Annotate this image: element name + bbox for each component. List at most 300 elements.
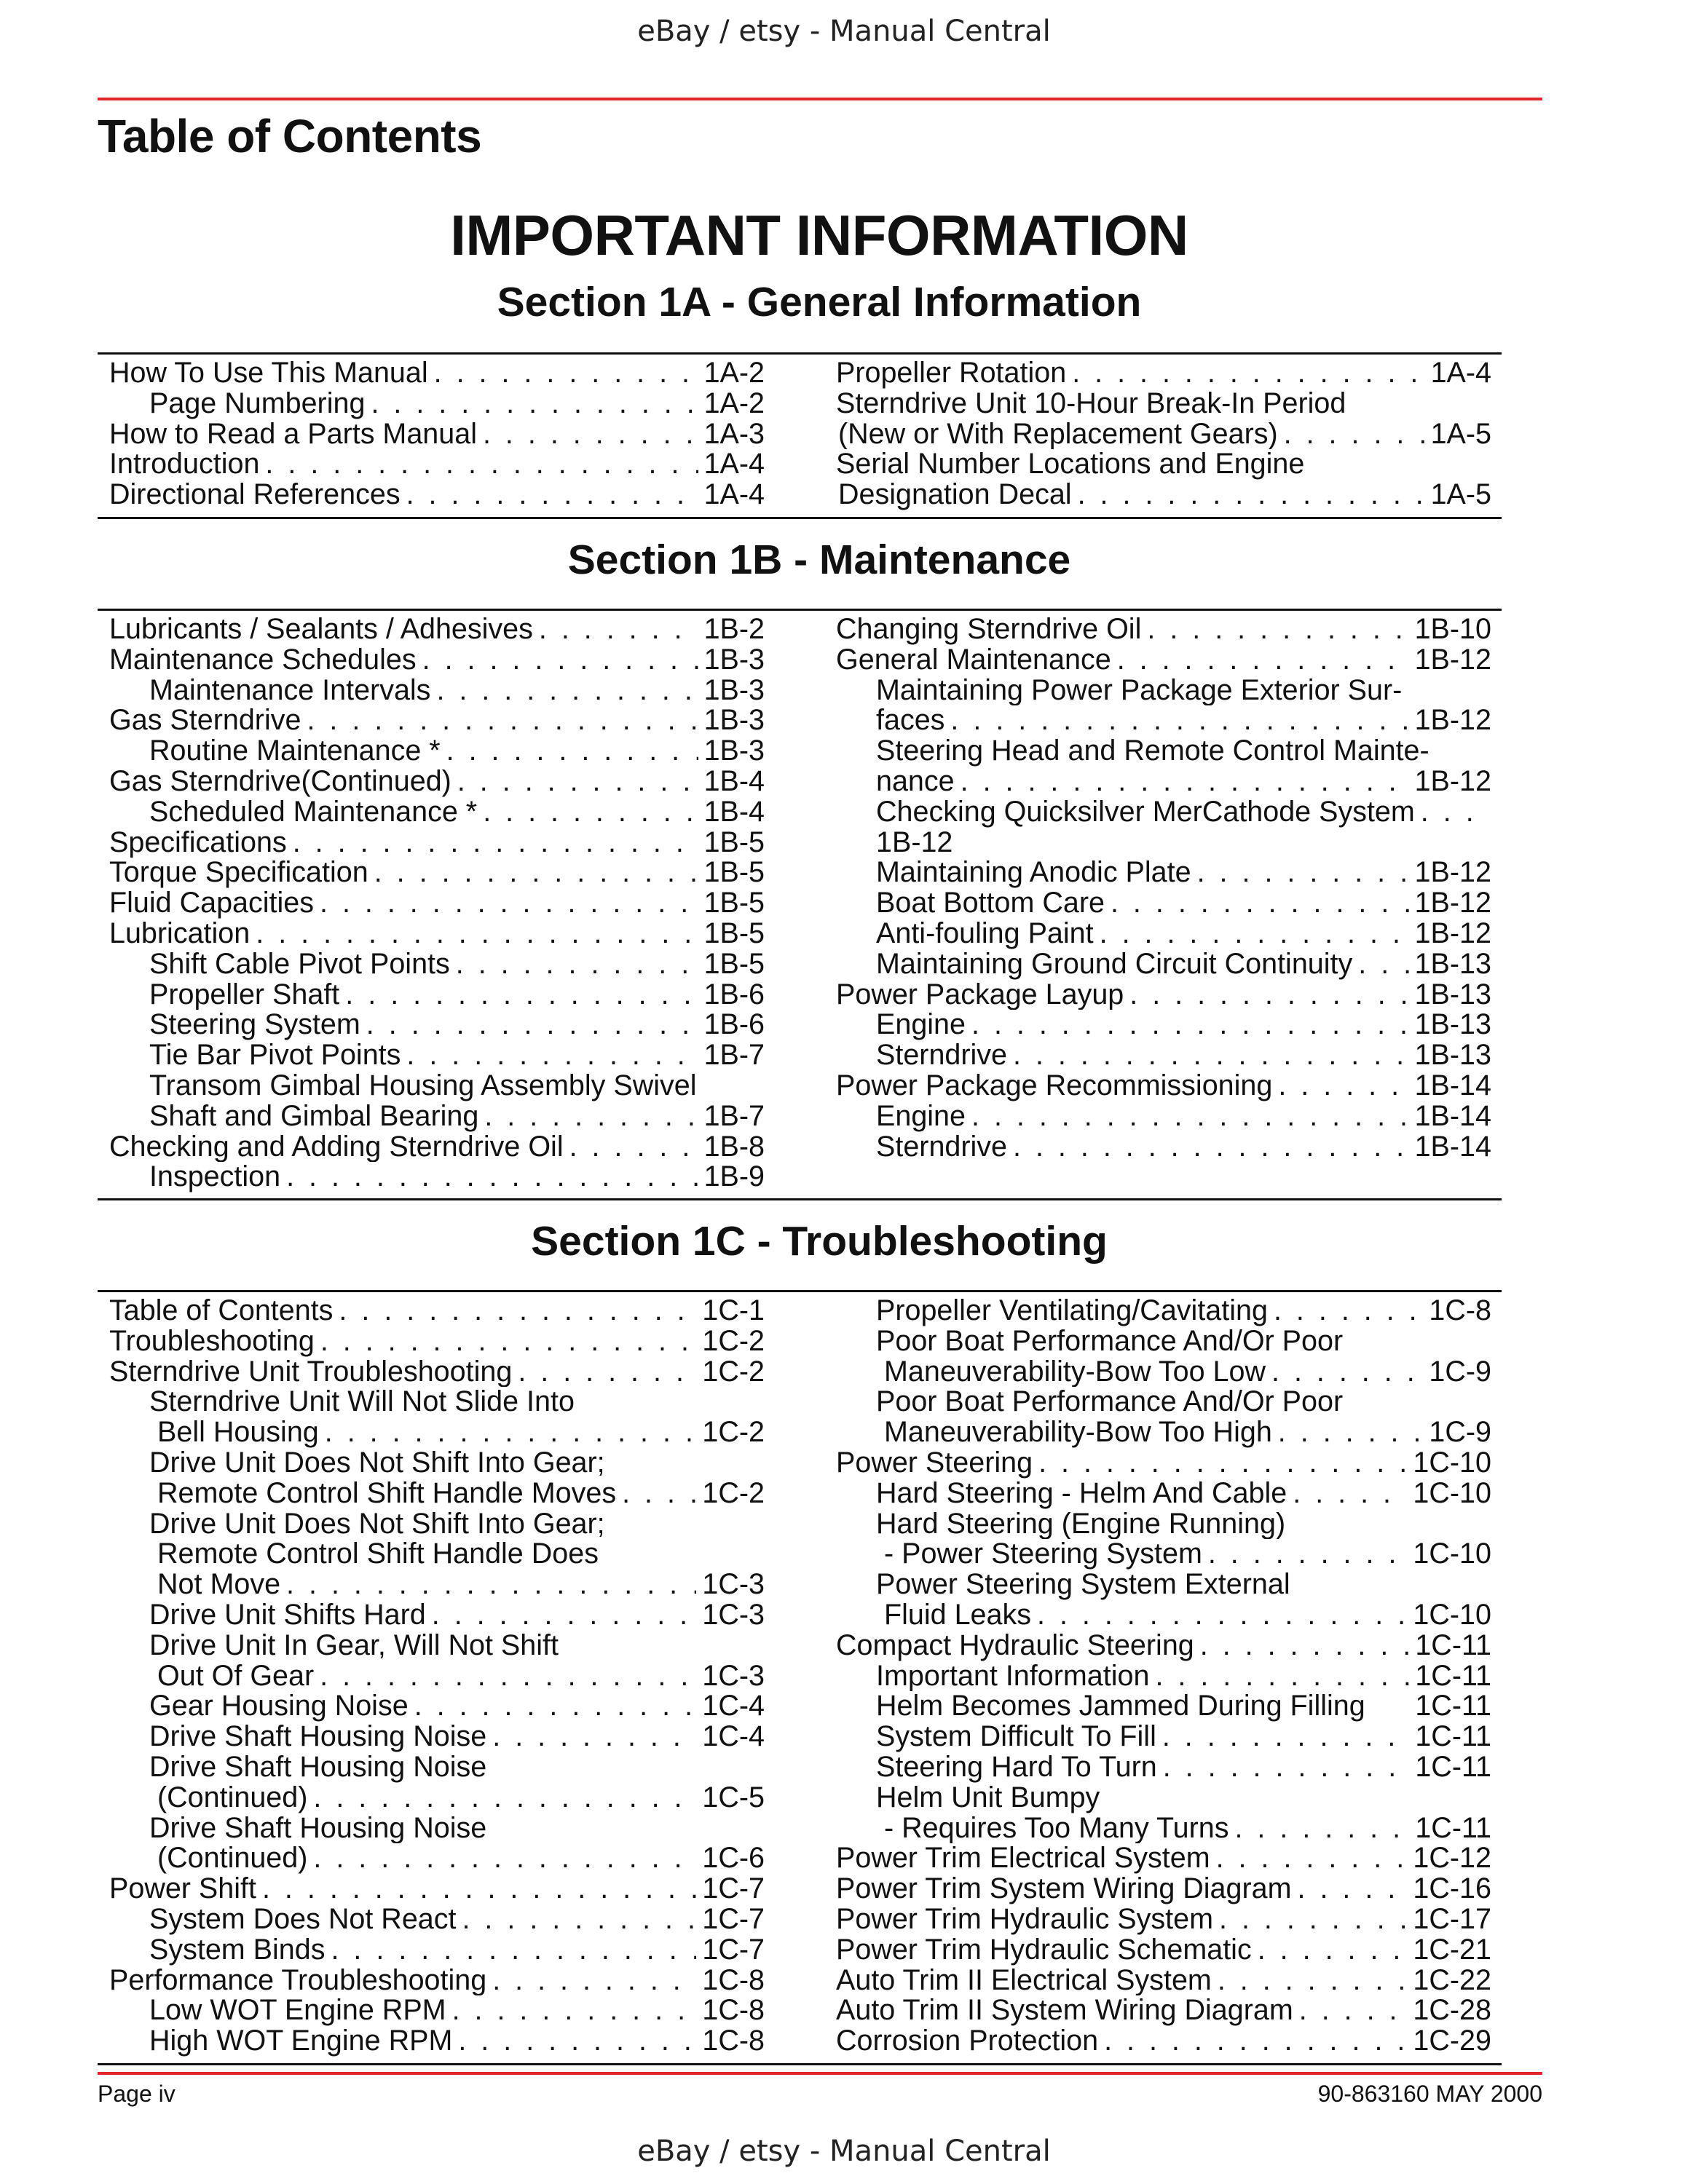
- toc-entry-page: 1B-10: [1414, 614, 1491, 645]
- toc-entry-title: Shaft and Gimbal Bearing: [149, 1101, 479, 1132]
- toc-entry-title: nance: [876, 766, 955, 797]
- toc-entry-title: Steering System: [149, 1010, 360, 1041]
- toc-entry: [836, 389, 1491, 419]
- toc-entry: [836, 797, 1491, 828]
- toc-entry-title: Maintaining Anodic Plate: [876, 858, 1191, 889]
- dot-leader: [1284, 419, 1425, 450]
- toc-entry-title: System Binds: [149, 1934, 326, 1966]
- toc-entry: [836, 1539, 1491, 1570]
- toc-entry-title: Engine: [876, 1101, 966, 1132]
- toc-entry: [109, 1935, 765, 1966]
- section-1a-title: Section 1A - General Information: [497, 279, 1142, 325]
- toc-entry: [836, 419, 1491, 450]
- toc-entry-title: Engine: [876, 1010, 966, 1041]
- toc-entry-title: Transom Gimbal Housing Assembly Swivel: [149, 1070, 697, 1101]
- dot-leader: [961, 767, 1409, 797]
- toc-entry: [836, 858, 1491, 888]
- toc-entry-title: Drive Shaft Housing Noise: [149, 1722, 487, 1752]
- toc-entry-title: Directional References: [109, 480, 401, 510]
- toc-entry-page: 1C-10: [1413, 1539, 1491, 1570]
- toc-entry: [109, 949, 765, 980]
- toc-entry-title: Remote Control Shift Handle Moves: [157, 1478, 617, 1509]
- section-1c-left-column: [109, 1296, 765, 2057]
- toc-entry-page: 1C-2: [702, 1417, 765, 1448]
- toc-entry-page: 1B-6: [703, 1010, 765, 1041]
- toc-entry: [109, 449, 765, 480]
- dot-leader: [446, 736, 698, 767]
- toc-entry: [836, 1843, 1491, 1874]
- section-1b-right-column: [836, 614, 1491, 1162]
- dot-leader: [1129, 980, 1408, 1010]
- dot-leader: [1218, 1966, 1408, 1996]
- toc-entry-title: - Power Steering System: [884, 1539, 1202, 1570]
- toc-entry: [109, 919, 765, 949]
- dot-leader: [456, 949, 698, 980]
- dot-leader: [1013, 1132, 1409, 1163]
- toc-entry-page: 1A-5: [1430, 480, 1491, 510]
- section-1a-left-column: [109, 358, 765, 510]
- dot-leader: [1104, 2026, 1407, 2057]
- toc-entry-title: Page Numbering: [149, 388, 366, 419]
- toc-entry: [109, 1813, 765, 1844]
- dot-leader: [1274, 1296, 1423, 1326]
- toc-entry-title: Routine Maintenance *: [149, 736, 441, 767]
- toc-entry-title: Bell Housing: [157, 1417, 319, 1448]
- dot-leader: [1111, 888, 1409, 919]
- toc-entry: [836, 358, 1491, 389]
- toc-entry-page: 1C-10: [1413, 1478, 1491, 1509]
- toc-entry: [109, 1387, 765, 1417]
- toc-entry: [836, 1874, 1491, 1904]
- toc-entry: [109, 767, 765, 797]
- section-1b-left-column: [109, 614, 765, 1192]
- toc-entry-title: Gas Sterndrive: [109, 705, 301, 737]
- page-number: Page iv: [98, 2081, 175, 2107]
- dot-leader: [345, 980, 698, 1010]
- toc-entry-title: - Requires Too Many Turns: [884, 1813, 1229, 1844]
- toc-entry-title: Out Of Gear: [157, 1661, 315, 1692]
- dot-leader: [313, 1843, 696, 1874]
- toc-entry: [109, 1874, 765, 1904]
- toc-entry: [836, 1661, 1491, 1692]
- toc-entry-title: Drive Unit In Gear, Will Not Shift: [149, 1630, 559, 1661]
- toc-entry-title: Maintenance Schedules: [109, 644, 417, 676]
- toc-entry: [836, 1387, 1491, 1417]
- toc-entry-page: 1B-8: [703, 1131, 765, 1163]
- dot-leader: [492, 1722, 696, 1752]
- document-reference: 90-863160 MAY 2000: [1317, 2081, 1542, 2107]
- toc-entry-page: 1B-13: [1414, 1010, 1491, 1041]
- toc-entry-page: 1B-14: [1414, 1131, 1491, 1163]
- dot-leader: [1037, 1600, 1407, 1631]
- toc-entry: [836, 1813, 1491, 1844]
- toc-entry-page: 1C-7: [702, 1904, 765, 1935]
- toc-entry-page: 1C-3: [702, 1661, 765, 1692]
- toc-entry-title: Corrosion Protection: [836, 2026, 1099, 2057]
- toc-entry-page: 1A-5: [1430, 419, 1491, 450]
- toc-entry-title: Remote Control Shift Handle Does: [157, 1539, 599, 1570]
- toc-entry: [836, 1904, 1491, 1935]
- toc-entry: [109, 1479, 765, 1509]
- toc-entry-title: Maintenance Intervals: [149, 675, 431, 706]
- toc-entry-page: 1C-11: [1415, 1752, 1491, 1783]
- toc-entry: [836, 1752, 1491, 1783]
- dot-leader: [457, 767, 698, 797]
- dot-leader: [1155, 1661, 1409, 1692]
- dot-leader: [286, 1162, 698, 1192]
- dot-leader: [325, 1417, 697, 1448]
- toc-entry: [109, 980, 765, 1010]
- toc-entry: [109, 419, 765, 450]
- toc-entry-page: 1C-4: [702, 1691, 765, 1722]
- watermark-bottom: eBay / etsy - Manual Central: [637, 2134, 1051, 2168]
- toc-entry-page: 1C-17: [1413, 1904, 1491, 1935]
- toc-entry-title: Specifications: [109, 827, 287, 858]
- toc-entry-page: 1B-13: [1414, 1040, 1491, 1071]
- toc-entry: [836, 1600, 1491, 1631]
- toc-entry-title: Poor Boat Performance And/Or Poor: [876, 1326, 1344, 1357]
- toc-entry: [836, 705, 1491, 736]
- dot-leader: [414, 1691, 697, 1722]
- section-1a-top-rule: [98, 352, 1502, 355]
- dot-leader: [971, 1010, 1409, 1040]
- toc-entry-page: 1A-3: [703, 419, 765, 450]
- header-rule: [98, 98, 1542, 100]
- toc-entry-page: 1A-4: [703, 480, 765, 510]
- toc-entry: [836, 888, 1491, 919]
- toc-entry: [836, 676, 1491, 706]
- dot-leader: [462, 1904, 696, 1935]
- dot-leader: [1421, 797, 1486, 828]
- dot-leader: [320, 1326, 697, 1357]
- toc-entry: [109, 480, 765, 510]
- toc-entry-page: 1C-1: [702, 1296, 765, 1326]
- dot-leader: [293, 828, 698, 858]
- toc-entry: [109, 2026, 765, 2057]
- dot-leader: [256, 919, 698, 949]
- toc-entry-page: 1C-7: [702, 1934, 765, 1966]
- toc-entry-title: Designation Decal: [838, 480, 1072, 510]
- toc-entry-title: Helm Becomes Jammed During Filling: [876, 1691, 1365, 1722]
- toc-entry: [836, 767, 1491, 797]
- toc-entry-page: 1C-8: [702, 2026, 765, 2057]
- dot-leader: [518, 1357, 696, 1388]
- dot-leader: [422, 645, 698, 676]
- toc-entry: [109, 705, 765, 736]
- toc-entry-title: 1B-12: [876, 827, 953, 858]
- toc-entry-title: Sterndrive Unit 10-Hour Break-In Period: [836, 388, 1346, 419]
- toc-entry-page: 1C-4: [702, 1722, 765, 1752]
- toc-entry-page: 1B-12: [1414, 766, 1491, 797]
- toc-entry-page: 1C-11: [1415, 1813, 1491, 1844]
- toc-entry: [109, 1040, 765, 1071]
- toc-entry-page: 1C-2: [702, 1356, 765, 1388]
- toc-entry-page: 1B-5: [703, 888, 765, 919]
- toc-entry-title: Power Package Recommissioning: [836, 1070, 1273, 1101]
- toc-entry-title: Changing Sterndrive Oil: [836, 614, 1142, 645]
- dot-leader: [483, 797, 698, 828]
- toc-entry-title: Power Shift: [109, 1874, 256, 1904]
- toc-entry: [109, 645, 765, 676]
- toc-entry-title: Gear Housing Noise: [149, 1691, 409, 1722]
- section-1a-right-column: [836, 358, 1491, 510]
- toc-entry-page: 1B-5: [703, 918, 765, 949]
- section-1c-top-rule: [98, 1290, 1502, 1292]
- toc-entry-title: (Continued): [157, 1843, 308, 1875]
- toc-entry: [109, 1600, 765, 1631]
- dot-leader: [366, 1010, 698, 1040]
- toc-entry-title: Shift Cable Pivot Points: [149, 949, 450, 980]
- toc-entry-title: Gas Sterndrive(Continued): [109, 766, 451, 797]
- toc-entry-page: 1B-12: [1414, 644, 1491, 676]
- watermark-top: eBay / etsy - Manual Central: [637, 15, 1051, 48]
- toc-entry-title: Inspection: [149, 1162, 281, 1193]
- dot-leader: [339, 1296, 696, 1326]
- toc-entry-page: 1B-12: [1414, 705, 1491, 737]
- dot-leader: [1299, 1995, 1408, 2026]
- toc-entry: [109, 1691, 765, 1722]
- toc-entry: [109, 1904, 765, 1935]
- section-1b-title: Section 1B - Maintenance: [567, 537, 1071, 583]
- toc-entry-title: Fluid Capacities: [109, 888, 315, 919]
- toc-entry: [109, 1631, 765, 1661]
- toc-entry: [109, 736, 765, 767]
- dot-leader: [1038, 1448, 1407, 1479]
- toc-entry-page: 1A-4: [703, 449, 765, 480]
- toc-entry-title: Auto Trim II Electrical System: [836, 1965, 1212, 1996]
- dot-leader: [1208, 1539, 1408, 1570]
- dot-leader: [313, 1783, 696, 1813]
- toc-entry: [836, 614, 1491, 645]
- dot-leader: [622, 1479, 696, 1509]
- toc-entry-page: 1B-13: [1414, 949, 1491, 980]
- toc-entry-page: 1C-5: [702, 1782, 765, 1813]
- dot-leader: [1147, 614, 1408, 645]
- toc-entry: [836, 1448, 1491, 1479]
- toc-entry-page: 1B-3: [703, 736, 765, 767]
- toc-entry-page: 1A-2: [703, 388, 765, 419]
- toc-entry-page: 1B-3: [703, 705, 765, 737]
- toc-entry-title: Propeller Shaft: [149, 979, 340, 1010]
- toc-entry: [109, 1357, 765, 1388]
- toc-entry: [836, 1040, 1491, 1071]
- toc-entry-title: Power Trim Hydraulic System: [836, 1904, 1213, 1935]
- toc-entry: [109, 614, 765, 645]
- toc-entry: [836, 949, 1491, 980]
- toc-entry-page: 1C-3: [702, 1570, 765, 1600]
- dot-leader: [1358, 949, 1408, 980]
- toc-entry-title: General Maintenance: [836, 644, 1111, 676]
- toc-entry-page: 1C-3: [702, 1599, 765, 1631]
- toc-entry-title: Drive Unit Does Not Shift Into Gear;: [149, 1447, 605, 1479]
- dot-leader: [1200, 1631, 1410, 1661]
- dot-leader: [483, 419, 698, 450]
- toc-entry-page: 1B-12: [1414, 918, 1491, 949]
- toc-entry-page: 1B-6: [703, 979, 765, 1010]
- toc-entry-title: Checking Quicksilver MerCathode System: [876, 796, 1415, 828]
- toc-entry: [109, 1417, 765, 1448]
- toc-entry-page: 1B-4: [703, 796, 765, 828]
- toc-entry: [836, 480, 1491, 510]
- dot-leader: [331, 1935, 696, 1966]
- toc-entry: [836, 1722, 1491, 1752]
- toc-entry-page: 1B-5: [703, 949, 765, 980]
- toc-entry-page: 1B-3: [703, 644, 765, 676]
- dot-leader: [307, 705, 698, 736]
- toc-entry: [109, 1509, 765, 1540]
- toc-entry-title: Sterndrive Unit Will Not Slide Into: [149, 1387, 575, 1418]
- toc-entry: [109, 1995, 765, 2026]
- toc-entry-title: Torque Specification: [109, 858, 368, 889]
- toc-entry: [109, 1783, 765, 1813]
- toc-entry: [109, 1326, 765, 1357]
- toc-entry-title: Sterndrive Unit Troubleshooting: [109, 1356, 513, 1388]
- dot-leader: [1072, 358, 1424, 389]
- dot-leader: [1117, 645, 1409, 676]
- toc-entry-page: 1C-11: [1415, 1722, 1491, 1752]
- toc-entry: [836, 1631, 1491, 1661]
- toc-entry-page: 1C-2: [702, 1326, 765, 1357]
- dot-leader: [1216, 1843, 1408, 1874]
- toc-entry-title: Power Package Layup: [836, 979, 1124, 1010]
- toc-entry: [109, 1966, 765, 1996]
- dot-leader: [1219, 1904, 1407, 1935]
- toc-entry: [836, 1783, 1491, 1813]
- toc-entry: [109, 1448, 765, 1479]
- toc-entry: [836, 1132, 1491, 1163]
- toc-entry: [109, 828, 765, 858]
- toc-entry-title: Drive Unit Does Not Shift Into Gear;: [149, 1508, 605, 1540]
- toc-entry-title: Checking and Adding Sterndrive Oil: [109, 1131, 564, 1163]
- toc-entry-page: 1B-5: [703, 827, 765, 858]
- toc-title: Table of Contents: [98, 110, 482, 162]
- toc-entry-title: (Continued): [157, 1782, 308, 1813]
- toc-entry-title: Introduction: [109, 449, 260, 480]
- toc-entry-title: Power Trim System Wiring Diagram: [836, 1874, 1292, 1904]
- dot-leader: [406, 480, 698, 510]
- toc-entry-title: Maneuverability-Bow Too High: [884, 1417, 1272, 1448]
- toc-entry-page: 1B-5: [703, 858, 765, 889]
- toc-entry-page: 1B-2: [703, 614, 765, 645]
- toc-entry: [109, 858, 765, 888]
- toc-entry-title: Steering Head and Remote Control Mainte-: [876, 736, 1429, 767]
- toc-entry: [836, 645, 1491, 676]
- toc-entry-title: Tie Bar Pivot Points: [149, 1040, 401, 1071]
- toc-entry-page: 1C-9: [1429, 1417, 1491, 1448]
- toc-entry-title: Maintaining Ground Circuit Continuity: [876, 949, 1353, 980]
- toc-entry-page: 1C-6: [702, 1843, 765, 1875]
- toc-entry: [109, 389, 765, 419]
- toc-entry: [836, 980, 1491, 1010]
- toc-entry-page: 1C-8: [702, 1995, 765, 2027]
- toc-entry-title: (New or With Replacement Gears): [838, 419, 1278, 450]
- toc-entry: [836, 1691, 1491, 1722]
- main-heading: IMPORTANT INFORMATION: [450, 203, 1188, 267]
- toc-entry: [109, 1661, 765, 1692]
- toc-entry: [836, 919, 1491, 949]
- section-1c-title: Section 1C - Troubleshooting: [531, 1218, 1108, 1265]
- toc-entry: [836, 1296, 1491, 1326]
- toc-entry: [109, 1539, 765, 1570]
- toc-entry-page: 1A-4: [1430, 358, 1491, 389]
- section-1b-bottom-rule: [98, 1198, 1502, 1200]
- toc-entry-page: 1C-11: [1415, 1661, 1491, 1692]
- dot-leader: [432, 1600, 697, 1631]
- toc-entry: [836, 449, 1491, 480]
- toc-entry-title: Table of Contents: [109, 1296, 334, 1326]
- toc-entry-page: 1C-29: [1413, 2026, 1491, 2057]
- toc-entry-page: 1C-28: [1413, 1995, 1491, 2027]
- section-1c-right-column: [836, 1296, 1491, 2057]
- toc-entry-title: Sterndrive: [876, 1131, 1008, 1163]
- toc-entry-page: 1C-16: [1413, 1874, 1491, 1904]
- dot-leader: [1298, 1874, 1408, 1904]
- dot-leader: [1271, 1357, 1423, 1388]
- toc-entry: [836, 1326, 1491, 1357]
- toc-entry: [836, 736, 1491, 767]
- dot-leader: [1013, 1040, 1409, 1071]
- toc-entry-title: Power Trim Hydraulic Schematic: [836, 1934, 1252, 1966]
- toc-entry-page: 1C-11: [1415, 1630, 1491, 1661]
- toc-entry: [836, 1966, 1491, 1996]
- toc-entry-title: Lubricants / Sealants / Adhesives: [109, 614, 533, 645]
- toc-entry-title: Drive Shaft Housing Noise: [149, 1813, 487, 1844]
- toc-entry: [109, 676, 765, 706]
- dot-leader: [1163, 1752, 1410, 1783]
- dot-leader: [320, 1661, 696, 1692]
- toc-entry: [836, 1479, 1491, 1509]
- toc-entry-title: Low WOT Engine RPM: [149, 1995, 446, 2027]
- toc-entry-page: 1C-10: [1413, 1447, 1491, 1479]
- toc-entry: [836, 828, 1491, 858]
- toc-entry: [109, 1722, 765, 1752]
- footer-rule: [98, 2072, 1542, 2075]
- toc-entry: [109, 1162, 765, 1192]
- toc-entry-page: 1C-10: [1413, 1599, 1491, 1631]
- dot-leader: [1197, 858, 1409, 888]
- dot-leader: [371, 389, 698, 419]
- toc-entry-page: 1B-7: [703, 1040, 765, 1071]
- toc-entry: [836, 1935, 1491, 1966]
- toc-entry: [109, 1570, 765, 1600]
- toc-entry-title: How to Read a Parts Manual: [109, 419, 477, 450]
- toc-entry: [836, 1010, 1491, 1040]
- toc-entry-title: Auto Trim II System Wiring Diagram: [836, 1995, 1293, 2027]
- toc-entry: [109, 1132, 765, 1163]
- toc-entry-page: 1B-14: [1414, 1101, 1491, 1132]
- toc-entry-title: Anti-fouling Paint: [876, 918, 1094, 949]
- dot-leader: [484, 1101, 698, 1132]
- toc-entry: [109, 1010, 765, 1040]
- dot-leader: [492, 1966, 696, 1996]
- toc-entry-page: 1C-9: [1429, 1356, 1491, 1388]
- dot-leader: [452, 1995, 697, 2026]
- toc-entry-page: 1A-2: [703, 358, 765, 389]
- dot-leader: [1078, 480, 1425, 510]
- dot-leader: [434, 358, 698, 389]
- dot-leader: [1293, 1479, 1407, 1509]
- toc-entry-title: Lubrication: [109, 918, 251, 949]
- toc-entry-page: 1B-3: [703, 675, 765, 706]
- dot-leader: [1234, 1813, 1409, 1844]
- toc-entry-title: Helm Unit Bumpy: [876, 1782, 1100, 1813]
- toc-entry-title: Compact Hydraulic Steering: [836, 1630, 1194, 1661]
- toc-entry-title: Maintaining Power Package Exterior Sur-: [876, 675, 1403, 706]
- toc-entry-title: faces: [876, 705, 945, 737]
- dot-leader: [1258, 1935, 1408, 1966]
- toc-entry-page: 1C-8: [702, 1965, 765, 1996]
- toc-entry: [109, 797, 765, 828]
